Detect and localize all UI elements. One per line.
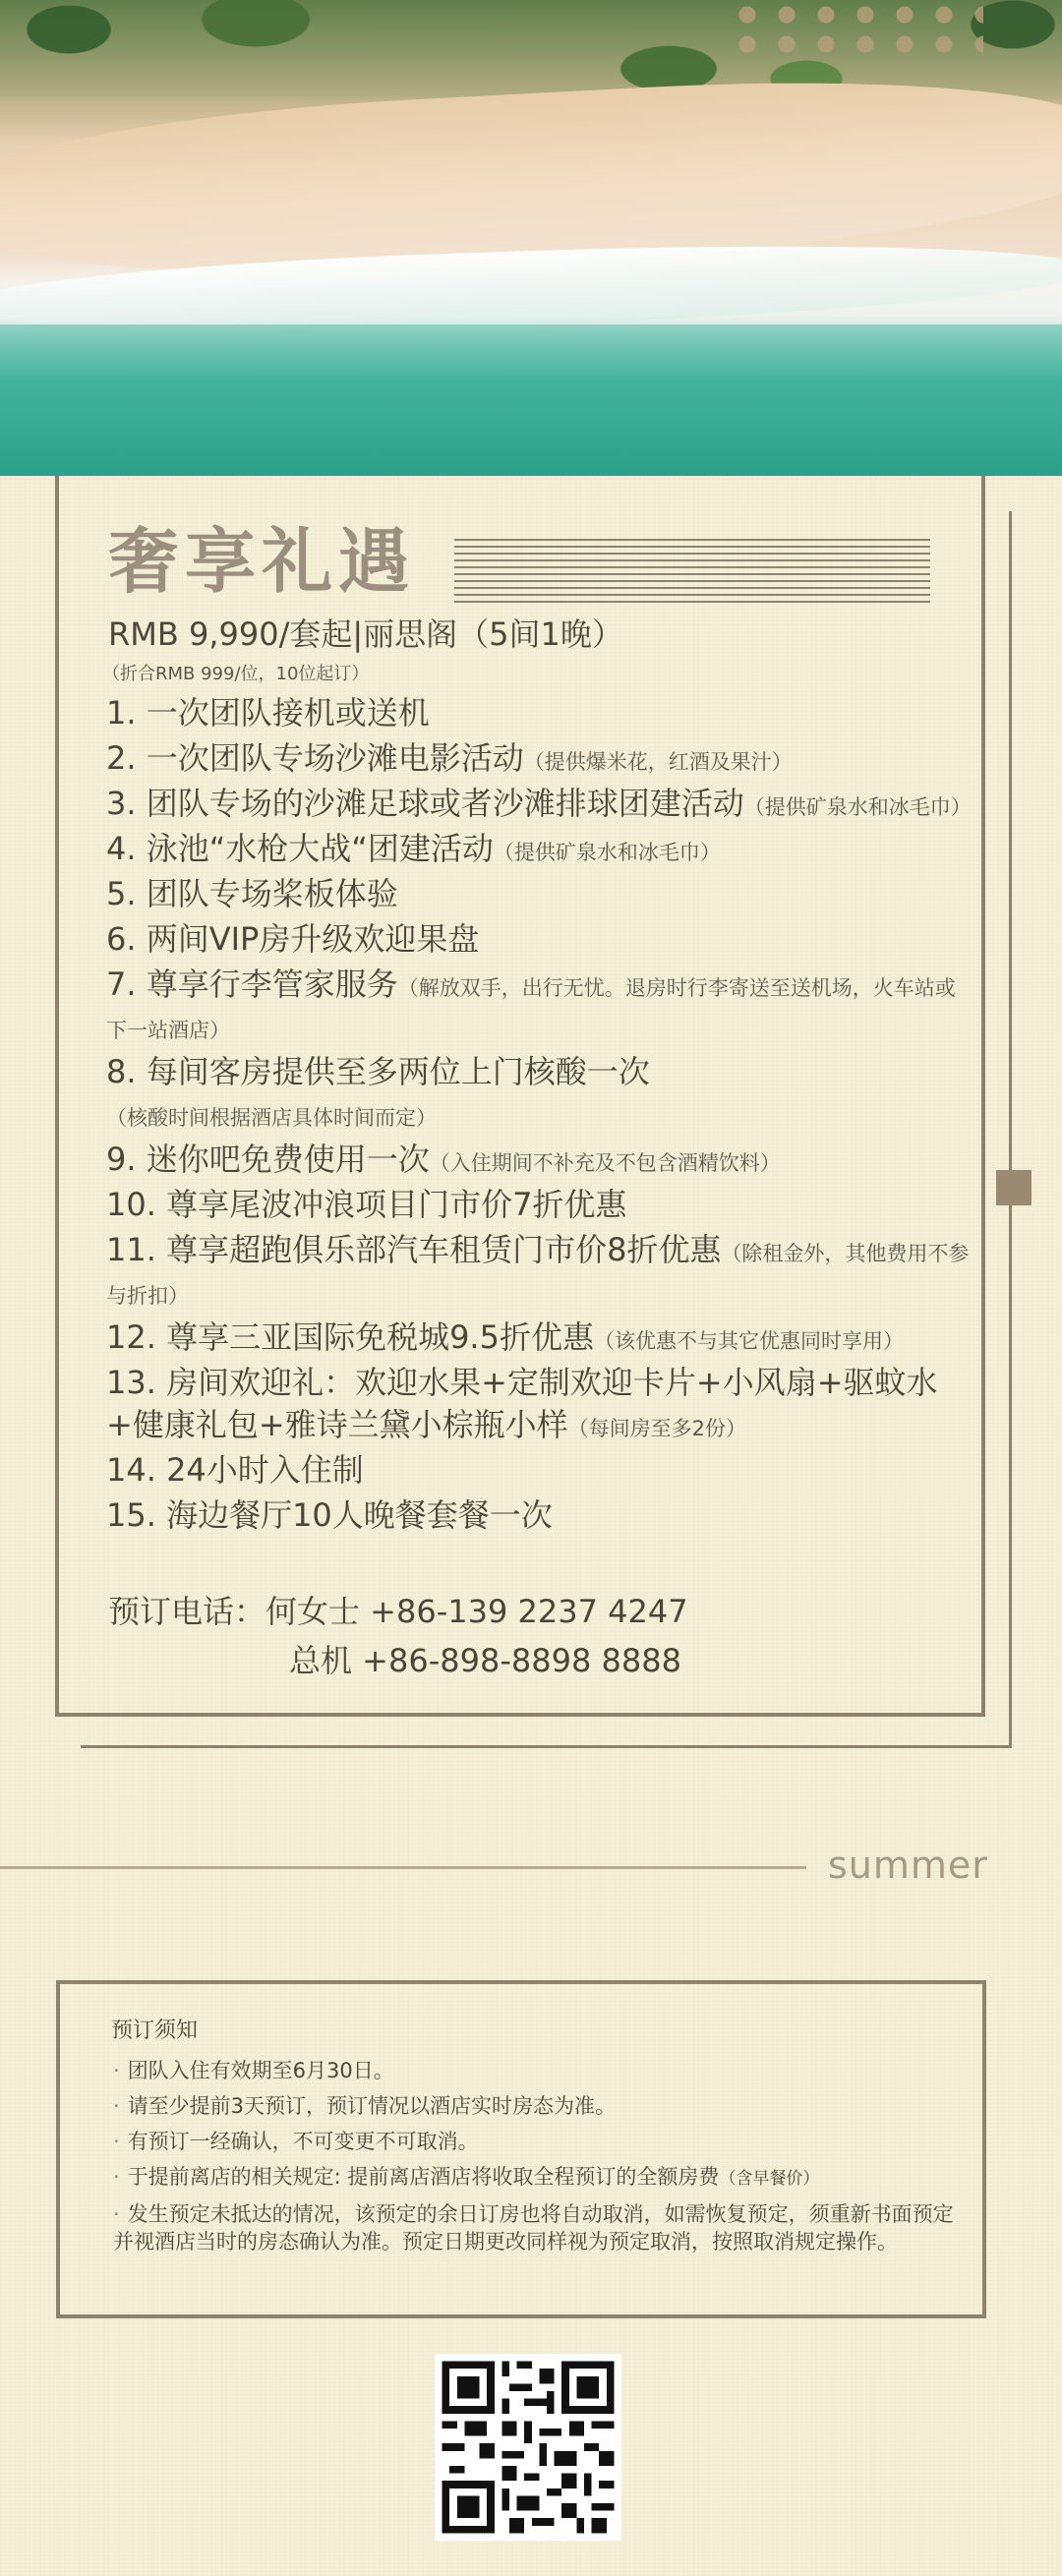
summer-divider-line <box>0 1866 806 1869</box>
notice-item <box>113 2092 959 2120</box>
contact-block <box>108 1587 688 1685</box>
benefit-text: 12. 尊享三亚国际免税城9.5折优惠 <box>106 1318 594 1356</box>
benefit-item <box>106 873 972 915</box>
benefit-item <box>106 1362 972 1446</box>
benefit-text: 9. 迷你吧免费使用一次 <box>106 1141 430 1178</box>
benefit-text: 14. 24小时入住制 <box>106 1451 364 1489</box>
benefit-item <box>106 1139 972 1181</box>
title-decorative-lines <box>454 539 930 608</box>
booking-phone: 预订电话：何女士 +86-139 2237 4247 <box>108 1593 688 1630</box>
benefit-item <box>106 1449 972 1492</box>
benefit-note: （除租金外，其他费用不参与折扣） <box>106 1242 970 1308</box>
notice-bullet: · <box>113 2165 120 2189</box>
notice-item <box>113 2163 959 2193</box>
benefit-text: 1. 一次团队接机或送机 <box>106 694 430 732</box>
benefit-item <box>106 1184 972 1226</box>
benefit-list <box>106 692 972 1540</box>
notice-item <box>113 2200 959 2255</box>
benefit-text: 3. 团队专场的沙滩足球或者沙滩排球团建活动 <box>106 785 744 822</box>
benefit-text: 4. 泳池“水枪大战“团建活动 <box>106 830 494 867</box>
notice-list <box>113 2057 959 2263</box>
notice-bullet: · <box>113 2059 120 2082</box>
benefit-text: 13. 房间欢迎礼：欢迎水果+定制欢迎卡片+小风扇+驱蚊水+健康礼包+雅诗兰黛小棕瓶小样 <box>106 1364 938 1443</box>
benefit-text: 5. 团队专场桨板体验 <box>106 875 398 912</box>
notice-bullet: · <box>113 2094 120 2118</box>
decorative-square <box>996 1170 1032 1205</box>
outer-frame-right-line <box>1009 511 1012 1745</box>
benefit-text: 8. 每间客房提供至多两位上门核酸一次 <box>106 1053 650 1090</box>
price-subline: （折合RMB 999/位，10位起订） <box>102 664 370 684</box>
notice-text: 团队入住有效期至6月30日。 <box>127 2059 394 2082</box>
notice-title: 预订须知 <box>111 2019 199 2043</box>
benefit-text: 6. 两间VIP房升级欢迎果盘 <box>106 920 480 958</box>
summer-word: summer <box>828 1844 988 1887</box>
hero-beach-image <box>0 0 1062 476</box>
benefit-item <box>106 828 972 870</box>
booking-notice-box <box>56 1980 986 2318</box>
benefit-text: 11. 尊享超跑俱乐部汽车租赁门市价8折优惠 <box>106 1231 722 1268</box>
benefit-note: （提供矿泉水和冰毛巾） <box>743 795 972 819</box>
benefit-text: 2. 一次团队专场沙滩电影活动 <box>106 739 524 777</box>
notice-text: 有预订一经确认，不可变更不可取消。 <box>127 2130 479 2153</box>
benefit-item <box>106 1051 972 1136</box>
hero-sea <box>0 324 1062 476</box>
notice-bullet: · <box>113 2130 120 2153</box>
qr-code-icon <box>435 2354 621 2541</box>
benefit-note: （提供爆米花，红酒及果汁） <box>523 750 793 774</box>
notice-item <box>113 2128 959 2155</box>
outer-frame-bottom-line <box>81 1745 1012 1748</box>
benefit-item <box>106 964 972 1048</box>
poster-title: 奢享礼遇 <box>108 519 416 603</box>
notice-small-note: （含早餐价） <box>719 2169 820 2189</box>
notice-text: 发生预定未抵达的情况，该预定的余日订房也将自动取消，如需恢复预定，须重新书面预定并视酒店当时的房态确认为准。预定日期更改同样视为预定取消，按照取消规定操作。 <box>113 2202 954 2254</box>
benefit-item <box>106 1317 972 1359</box>
notice-text: 于提前离店的相关规定: 提前离店酒店将收取全程预订的全额房费 <box>127 2165 720 2189</box>
benefit-item <box>106 918 972 961</box>
price-line: RMB 9,990/套起|丽思阁（5间1晚） <box>108 615 623 653</box>
benefit-note: （该优惠不与其它优惠同时享用） <box>593 1329 904 1353</box>
hero-umbrellas <box>728 0 983 59</box>
benefit-item <box>106 783 972 825</box>
benefit-note: （入住期间不补充及不包含酒精饮料） <box>429 1151 781 1175</box>
benefit-note: （核酸时间根据酒店具体时间而定） <box>106 1106 437 1130</box>
benefit-note: （解放双手，出行无忧。退房时行李寄送至送机场，火车站或下一站酒店） <box>106 976 956 1042</box>
notice-text: 请至少提前3天预订，预订情况以酒店实时房态为准。 <box>127 2094 617 2118</box>
benefit-text: 10. 尊享尾波冲浪项目门市价7折优惠 <box>106 1186 627 1223</box>
switchboard-phone: 总机 +86-898-8898 8888 <box>289 1642 681 1679</box>
benefit-item <box>106 737 972 780</box>
notice-item <box>113 2057 959 2084</box>
notice-bullet: · <box>113 2202 120 2226</box>
benefit-item <box>106 692 972 734</box>
benefit-note: （每间房至多2份） <box>567 1417 747 1440</box>
benefit-note: （提供矿泉水和冰毛巾） <box>493 841 721 864</box>
benefit-item <box>106 1229 972 1314</box>
benefit-text: 7. 尊享行李管家服务 <box>106 966 398 1003</box>
benefit-text: 15. 海边餐厅10人晚餐套餐一次 <box>106 1496 553 1534</box>
benefit-item <box>106 1494 972 1537</box>
